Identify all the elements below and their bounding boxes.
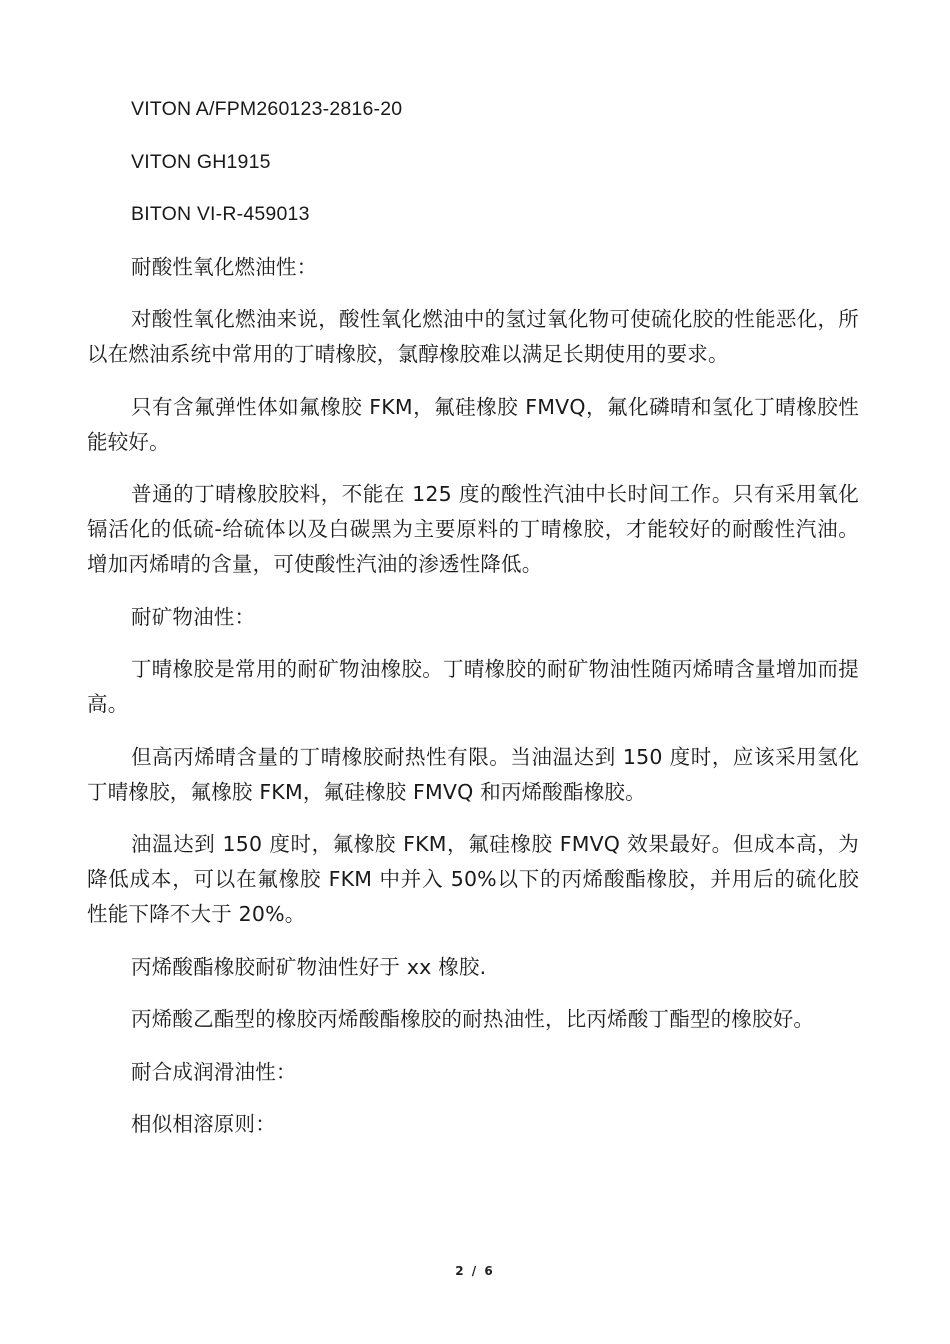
paragraph-high-acrylonitrile: 但高丙烯晴含量的丁晴橡胶耐热性有限。当油温达到 150 度时，应该采用氢化丁晴橡胶，氟橡胶 FKM，氟硅橡胶 FMVQ 和丙烯酸酯橡胶。 <box>87 744 859 804</box>
heading-synthetic-lubricant-resistance: 耐合成润滑油性： <box>131 1059 297 1084</box>
paragraph-biton-vi: BITON VI-R-459013 <box>131 203 310 225</box>
paragraph-fluoro-elastomers: 只有含氟弹性体如氟橡胶 FKM，氟硅橡胶 FMVQ，氟化磷晴和氢化丁晴橡胶性能较好。 <box>87 394 859 454</box>
paragraph-ethyl-acrylate: 丙烯酸乙酯型的橡胶丙烯酸酯橡胶的耐热油性，比丙烯酸丁酯型的橡胶好。 <box>131 1007 815 1031</box>
paragraph-viton-gh: VITON GH1915 <box>131 150 271 173</box>
heading-acid-fuel-resistance: 耐酸性氧化燃油性： <box>131 254 318 279</box>
page-number: 2 / 6 <box>455 1264 495 1278</box>
paragraph-acid-fuel: 对酸性氧化燃油来说，酸性氧化燃油中的氢过氧化物可使硫化胶的性能恶化，所以在燃油系统中常用的丁晴橡胶，氯醇橡胶难以满足长期使用的要求。 <box>87 307 859 366</box>
heading-mineral-oil-resistance: 耐矿物油性： <box>131 604 256 629</box>
paragraph-nitrile-mineral-oil: 丁晴橡胶是常用的耐矿物油橡胶。丁晴橡胶的耐矿物油性随丙烯晴含量增加而提高。 <box>87 657 859 716</box>
paragraph-like-dissolves-like: 相似相溶原则： <box>131 1112 276 1136</box>
document-body <box>87 92 859 1160</box>
paragraph-oil-temperature: 油温达到 150 度时，氟橡胶 FKM，氟硅橡胶 FMVQ 效果最好。但成本高，为降低成本，可以在氟橡胶 FKM 中并入 50%以下的丙烯酸酯橡胶，并用后的硫化胶性能下降不大于 20%。 <box>87 832 859 926</box>
paragraph-viton-a: VITON A/FPM260123-2816-20 <box>131 98 403 120</box>
paragraph-nitrile-compound: 普通的丁晴橡胶胶料，不能在 125 度的酸性汽油中长时间工作。只有采用氧化镉活化的低硫-给硫体以及白碳黑为主要原料的丁晴橡胶，才能较好的耐酸性汽油。增加丙烯晴的含量，可使酸性汽油的渗透性降低。 <box>87 482 859 576</box>
paragraph-acrylate-rubber: 丙烯酸酯橡胶耐矿物油性好于 xx 橡胶. <box>131 954 487 979</box>
